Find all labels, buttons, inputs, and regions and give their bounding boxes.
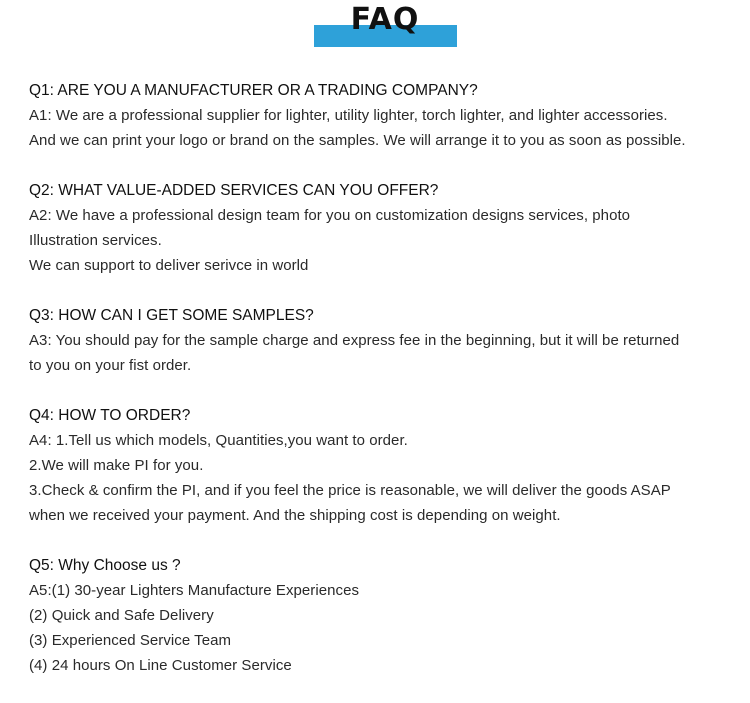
faq-answer-line: Illustration services. [29, 232, 162, 249]
faq-answer-line: 3.Check & confirm the PI, and if you feel the price is reasonable, we will deliver the goods ASAP [29, 482, 671, 499]
faq-list [29, 78, 744, 703]
faq-answer-line: when we received your payment. And the shipping cost is depending on weight. [29, 507, 561, 524]
faq-question: Q5: Why Choose us ? [29, 557, 181, 574]
page-title: FAQ [350, 2, 420, 37]
faq-question: Q3: HOW CAN I GET SOME SAMPLES? [29, 307, 314, 324]
faq-header [0, 0, 750, 50]
faq-item-q5 [29, 553, 744, 678]
faq-item-q1 [29, 78, 744, 153]
faq-question: Q2: WHAT VALUE-ADDED SERVICES CAN YOU OFFER? [29, 182, 439, 199]
faq-item-q2 [29, 178, 744, 278]
faq-answer-line: A5:(1) 30-year Lighters Manufacture Experiences [29, 582, 360, 599]
faq-question: Q1: ARE YOU A MANUFACTURER OR A TRADING COMPANY? [29, 82, 478, 99]
faq-answer-line: (2) Quick and Safe Delivery [29, 607, 214, 624]
faq-answer-line: 2.We will make PI for you. [29, 457, 204, 474]
faq-answer-line: We can support to deliver serivce in world [29, 257, 309, 274]
faq-question: Q4: HOW TO ORDER? [29, 407, 191, 424]
faq-answer-line: to you on your fist order. [29, 357, 192, 374]
faq-answer-line: A4: 1.Tell us which models, Quantities,you want to order. [29, 432, 408, 449]
faq-item-q4 [29, 403, 744, 528]
faq-answer-line: A2: We have a professional design team for you on customization designs services, photo [29, 207, 631, 224]
faq-answer-line: (4) 24 hours On Line Customer Service [29, 657, 292, 674]
faq-answer-line: A1: We are a professional supplier for lighter, utility lighter, torch lighter, and lighter accessories. [29, 107, 668, 124]
faq-answer-line: (3) Experienced Service Team [29, 632, 232, 649]
faq-answer-line: A3: You should pay for the sample charge and express fee in the beginning, but it will be returned [29, 332, 680, 349]
faq-answer-line: And we can print your logo or brand on the samples. We will arrange it to you as soon as possible. [29, 132, 686, 149]
faq-item-q3 [29, 303, 744, 378]
